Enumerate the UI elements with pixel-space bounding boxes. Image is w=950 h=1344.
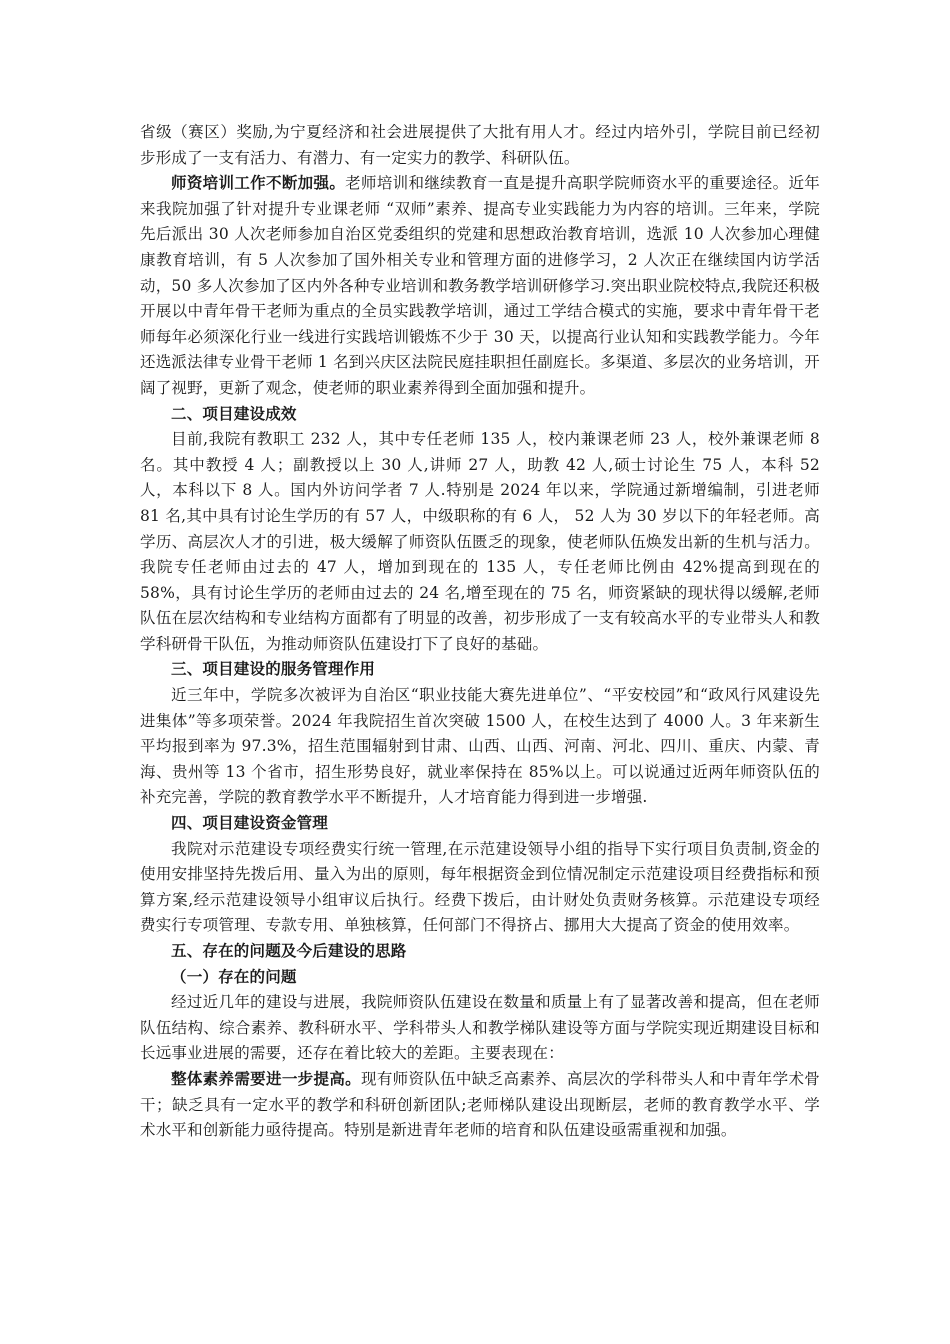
section-heading-5: 五、存在的问题及今后建设的思路 (171, 942, 407, 960)
paragraph-lead-training: 师资培训工作不断加强。 (171, 174, 346, 193)
section-heading-2: 二、项目建设成效 (171, 404, 297, 423)
paragraph-continuation: 省级（赛区）奖励,为宁夏经济和社会进展提供了大批有用人才。经过内培外引，学院目前已经初步形成了一支有活力、有潜力、有一定实力的教学、科研队伍。 (140, 123, 820, 167)
paragraph-body-quality: 现有师资队伍中缺乏高素养、高层次的学科带头人和中青年学术骨干；缺乏具有一定水平的教学和科研创新团队;老师梯队建设出现断层，老师的教育教学水平、学术水平和创新能力亟待提高。特别是新进青年老师的培育和队伍建设亟需重视和加强。 (140, 1069, 820, 1140)
paragraph-training (140, 171, 820, 401)
paragraph-body-training: 老师培训和继续教育一直是提升高职学院师资水平的重要途径。近年来我院加强了针对提升专业课老师 “双师”素养、提高专业实践能力为内容的培训。三年来，学院先后派出 30 人次老师参加自治区党委组织的党建和思想政治教育培训，选派 10 人次参加心理健康教育培训，有 5 人次参加了国外相关专业和管理方面的进修学习，2 人次正在继续国内访学活动，50 多人次参加了区内外各种专业培训和教务教学培训研修学习.突出职业院校特点,我院还积极开展以中青年骨干老师为重点的全员实践教学培训，通过工学结合模式的实施，要求中青年骨干老师每年必须深化行业一线进行实践培训锻炼不少于 30 天，以提高行业认知和实践教学能力。今年还选派法律专业骨干老师 1 名到兴庆区法院民庭挂职担任副庭长。多渠道、多层次的业务培训，开阔了视野，更新了观念，使老师的职业素养得到全面加强和提升。 (140, 174, 820, 397)
subsection-heading-5-1: （一）存在的问题 (171, 967, 297, 986)
section-heading-3: 三、项目建设的服务管理作用 (171, 660, 376, 679)
paragraph-lead-quality: 整体素养需要进一步提高。 (171, 1069, 361, 1088)
paragraph-problems: 经过近几年的建设与进展，我院师资队伍建设在数量和质量上有了显著改善和提高，但在老师队伍结构、综合素养、教科研水平、学科带头人和教学梯队建设等方面与学院实现近期建设目标和长远事业进展的需要，还存在着比较大的差距。主要表现在： (140, 993, 820, 1063)
paragraph-service: 近三年中，学院多次被评为自治区“职业技能大赛先进单位”、“平安校园”和“政风行风建设先进集体”等多项荣誉。2024 年我院招生首次突破 1500 人，在校生达到了 4000 人。3 年来新生平均报到率为 97.3%，招生范围辐射到甘肃、山西、山西、河南、河北、四川、重庆、内蒙、青海、贵州等 13 个省市，招生形势良好，就业率保持在 85%以上。可以说通过近两年师资队伍的补充完善，学院的教育教学水平不断提升，人才培育能力得到进一步增强. (140, 686, 820, 807)
paragraph-funds: 我院对示范建设专项经费实行统一管理,在示范建设领导小组的指导下实行项目负责制,资金的使用安排坚持先拨后用、量入为出的原则，每年根据资金到位情况制定示范建设项目经费指标和预算方案,经示范建设领导小组审议后执行。经费下拨后，由计财处负责财务核算。示范建设专项经费实行专项管理、专款专用、单独核算，任何部门不得挤占、挪用大大提高了资金的使用效率。 (140, 839, 820, 935)
paragraph-staff-stats: 目前,我院有教职工 232 人，其中专任老师 135 人，校内兼课老师 23 人，校外兼课老师 8 名。其中教授 4 人；副教授以上 30 人,讲师 27 人，助教 42 人,硕士讨论生 75 人，本科 52 人，本科以下 8 人。国内外访问学者 7 人.特别是 2024 年以来，学院通过新增编制，引进老师 81 名,其中具有讨论生学历的有 57 人，中级职称的有 6 人， 52 人为 30 岁以下的年轻老师。高学历、高层次人才的引进，极大缓解了师资队伍匮乏的现象，使老师队伍焕发出新的生机与活力。我院专任老师由过去的 47 人，增加到现在的 135 人，专任老师比例由 42%提高到现在的 58%，具有讨论生学历的老师由过去的 24 名,增至现在的 75 名，师资紧缺的现状得以缓解,老师队伍在层次结构和专业结构方面都有了明显的改善，初步形成了一支有较高水平的专业带头人和教学科研骨干队伍，为推动师资队伍建设打下了良好的基础。 (140, 430, 820, 653)
section-heading-4: 四、项目建设资金管理 (171, 814, 329, 833)
paragraph-quality (140, 1067, 820, 1144)
document-page (140, 120, 820, 1144)
